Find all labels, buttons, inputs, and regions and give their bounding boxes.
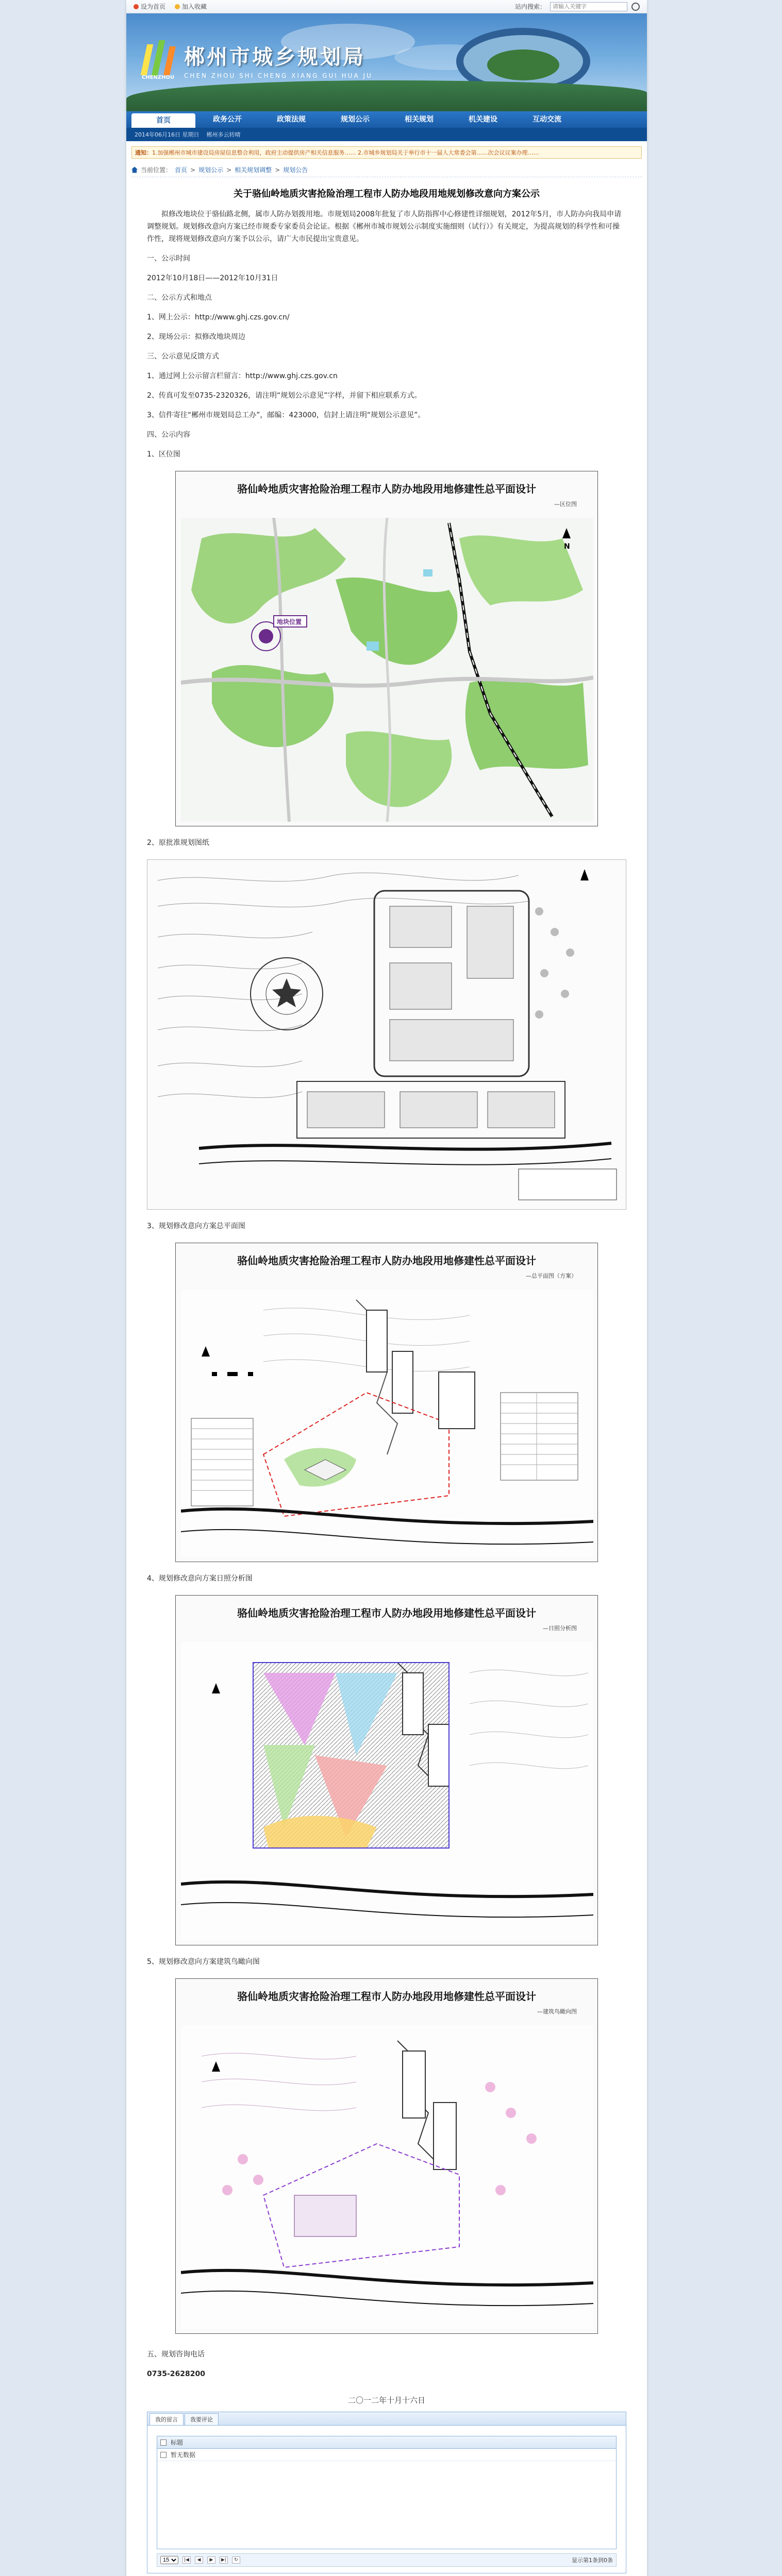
figure-title: 骆仙岭地质灾害抢险治理工程市人防办地段用地修建性总平面设计: [237, 1607, 536, 1619]
onsite-notice: 2、现场公示：拟修改地块周边: [147, 333, 245, 341]
search-button-icon[interactable]: [631, 3, 640, 11]
nav-item-planning-notice[interactable]: 规划公示: [341, 115, 370, 124]
notice-text: 1.加强郴州市城市建设局房屋信息整合利用，政府主动提供房产相关信息服务…… 2.市城乡规划局关于举行市十一届人大常委会第……次会议议案办理……: [152, 149, 539, 156]
add-favorite-link[interactable]: [175, 2, 207, 11]
birds-eye-drawing: [181, 2025, 593, 2329]
sunlight-analysis-figure[interactable]: [175, 1595, 598, 1945]
grid-header: [157, 2436, 616, 2449]
article-intro: 拟修改地块位于骆仙路北侧，属市人防办划拨用地。市规划局2008年批复了市人防指挥中心修建性详细规划，2012年5月，市人防办向我局申请调整规划。规划修改意向方案已经市规委专家委员会论证。根据《郴州市城市规划公示制度实施细则（试行）》有关规定，为提高规划的科学性和可操作性，现将规划修改意向方案予以公示，请广大市民提出宝贵意见。: [147, 210, 622, 243]
feedback-mail: 3、信件寄往“郴州市规划局总工办”，邮编：423000，信封上请注明“规划公示意见”。: [147, 411, 425, 419]
section-heading: 三、公示意见反馈方式: [147, 352, 219, 361]
feedback-online[interactable]: 1、通过网上公示留言栏留言：http://www.ghj.czs.gov.cn: [147, 372, 338, 380]
master-plan-figure[interactable]: [175, 1243, 598, 1562]
master-plan-drawing: [181, 1290, 593, 1557]
banner-field: [487, 49, 559, 80]
tab-write-comment[interactable]: 我要评论: [185, 2413, 219, 2425]
consult-phone: 0735-2628200: [147, 2370, 205, 2378]
current-date: 2014年06月16日 星期日: [135, 131, 199, 138]
section-heading: 二、公示方式和地点: [147, 294, 212, 302]
site-subtitle: CHEN ZHOU SHI CHENG XIANG GUI HUA JU: [184, 72, 373, 79]
nav-item-interaction[interactable]: 互动交流: [533, 115, 561, 124]
home-icon: [131, 167, 138, 173]
weather-text: 郴州多云转晴: [206, 131, 241, 138]
top-bar: [126, 0, 647, 13]
breadcrumb-item-home[interactable]: 首页: [175, 166, 188, 174]
sunlight-analysis-drawing: [181, 1642, 593, 1941]
site-title: 郴州市城乡规划局: [184, 45, 365, 69]
online-notice-link[interactable]: 1、网上公示：http://www.ghj.czs.gov.cn/: [147, 313, 290, 321]
grid-pager: [157, 2553, 617, 2567]
select-all-checkbox[interactable]: [160, 2439, 167, 2446]
nav-item-policy[interactable]: 政策法规: [277, 115, 306, 124]
next-page-icon[interactable]: ▶: [207, 2556, 215, 2564]
figure-caption: 1、区位图: [147, 450, 180, 459]
figure-title: 骆仙岭地质灾害抢险治理工程市人防办地段用地修建性总平面设计: [237, 483, 536, 495]
last-page-icon[interactable]: ▶|: [220, 2556, 228, 2564]
nav-item-related-planning[interactable]: 相关规划: [405, 115, 434, 124]
row-checkbox[interactable]: [160, 2452, 167, 2458]
page: [126, 0, 647, 2576]
svg-text:N: N: [564, 543, 570, 551]
breadcrumb-sep: >: [275, 166, 280, 174]
comment-panel: [147, 2412, 626, 2573]
home-icon: [134, 4, 139, 9]
figure-caption: 2、原批准规划图纸: [147, 839, 209, 847]
breadcrumb-item-planning-notice[interactable]: 规划公示: [198, 166, 224, 174]
breadcrumb-item-adjustment[interactable]: 相关规划调整: [235, 166, 272, 174]
notice-date: 二〇一二年十月十六日: [347, 2396, 425, 2405]
star-icon: [175, 4, 180, 9]
set-home-label: 设为首页: [141, 3, 166, 10]
figure-subtitle: —日照分析图: [543, 1625, 577, 1632]
figure-subtitle: —总平面图（方案）: [526, 1273, 577, 1279]
article: [126, 177, 647, 2405]
original-plan-drawing: [147, 860, 626, 1210]
pager-info: 显示第1条到0条: [572, 2557, 613, 2564]
tab-my-messages[interactable]: 我的留言: [149, 2413, 184, 2425]
breadcrumb-item-announcement[interactable]: 规划公告: [283, 166, 308, 174]
main-nav: [126, 111, 647, 128]
logo-mark-text: CHENZHOU: [142, 75, 175, 80]
figure-title: 骆仙岭地质灾害抢险治理工程市人防办地段用地修建性总平面设计: [237, 1990, 536, 2003]
table-row: [157, 2449, 616, 2461]
section-heading: 一、公示时间: [147, 255, 190, 263]
nav-item-home[interactable]: 首页: [131, 113, 195, 128]
logo-mark-icon: [142, 39, 178, 80]
article-title: 关于骆仙岭地质灾害抢险治理工程市人防办地段用地规划修改意向方案公示: [234, 189, 540, 199]
site-position-label: 地块位置: [277, 618, 302, 625]
birds-eye-figure[interactable]: [175, 1978, 598, 2334]
header-banner: [126, 13, 647, 111]
grid-empty-text: 暂无数据: [171, 2451, 196, 2459]
nav-item-gov-affairs[interactable]: 政务公开: [213, 115, 242, 124]
notice-period: 2012年10月18日——2012年10月31日: [147, 274, 278, 282]
location-map-figure[interactable]: [175, 471, 598, 826]
section-heading: 四、公示内容: [147, 431, 190, 439]
breadcrumb: [131, 163, 642, 177]
page-size-select[interactable]: [160, 2556, 178, 2564]
original-plan-figure[interactable]: [147, 859, 626, 1210]
site-search-label: 站内搜索：: [514, 3, 546, 10]
feedback-fax: 2、传真可发至0735-2320326，请注明“规划公示意见”字样，并留下相应联系方式。: [147, 392, 422, 400]
nav-item-org-building[interactable]: 机关建设: [469, 115, 497, 124]
location-map-drawing: [181, 518, 593, 822]
prev-page-icon[interactable]: ◀: [195, 2556, 203, 2564]
section-heading: 五、规划咨询电话: [147, 2350, 205, 2359]
figure-caption: 4、规划修改意向方案日照分析图: [147, 1574, 253, 1583]
date-bar: [126, 128, 647, 141]
comment-tabs: [147, 2412, 626, 2426]
grid-header-title: 标题: [171, 2439, 184, 2446]
figure-subtitle: —建筑鸟瞰向图: [537, 2008, 577, 2015]
breadcrumb-sep: >: [190, 166, 196, 174]
refresh-icon[interactable]: ↻: [232, 2556, 240, 2564]
figure-title: 骆仙岭地质灾害抢险治理工程市人防办地段用地修建性总平面设计: [237, 1255, 536, 1267]
banner-hills: [126, 80, 647, 111]
set-home-link[interactable]: [134, 2, 165, 11]
breadcrumb-label: 当前位置：: [141, 166, 172, 174]
first-page-icon[interactable]: |◀: [182, 2556, 191, 2564]
figure-caption: 3、规划修改意向方案总平面图: [147, 1222, 245, 1230]
breadcrumb-sep: >: [226, 166, 232, 174]
site-logo[interactable]: [142, 39, 373, 80]
figure-caption: 5、规划修改意向方案建筑鸟瞰向图: [147, 1958, 260, 1966]
figure-subtitle: —区位图: [554, 501, 577, 507]
notice-marquee[interactable]: [131, 146, 642, 159]
site-search-input[interactable]: [550, 2, 627, 11]
comment-grid: [157, 2436, 617, 2549]
notice-label: 通知：: [135, 149, 152, 156]
add-favorite-label: 加入收藏: [182, 3, 207, 10]
